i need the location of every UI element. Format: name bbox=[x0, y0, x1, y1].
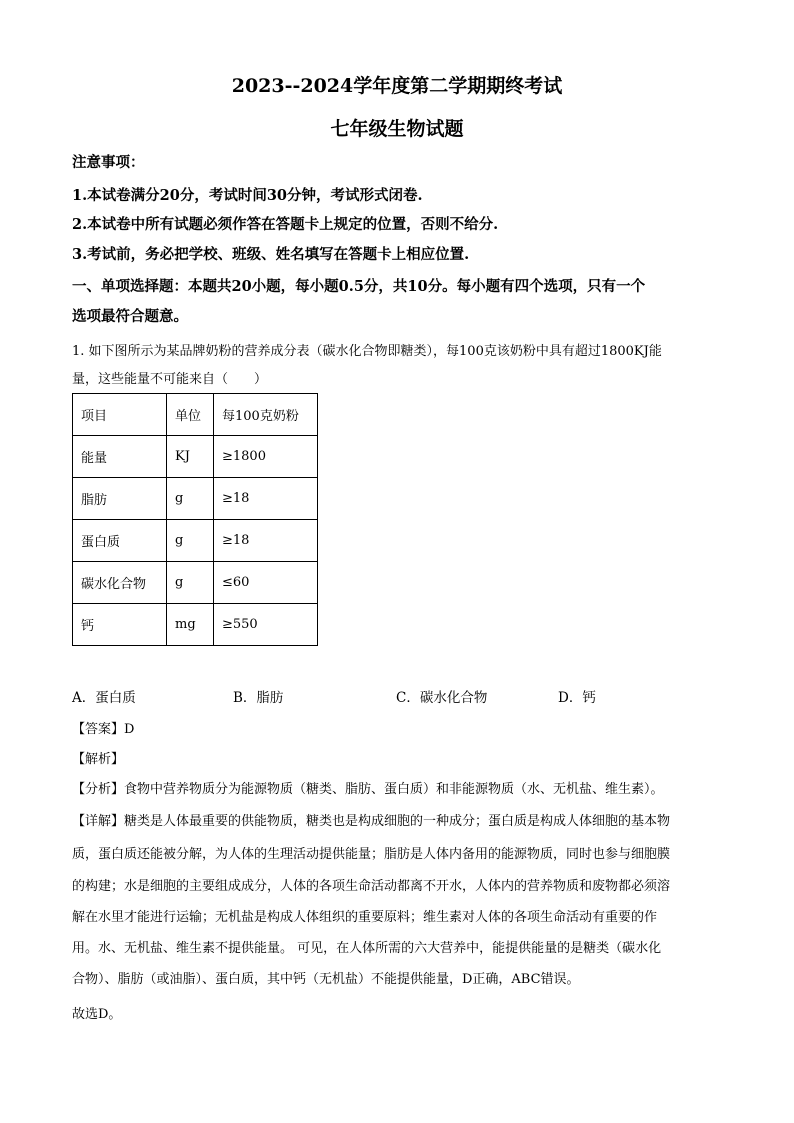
table-cell: g bbox=[167, 520, 214, 562]
table-cell: 钙 bbox=[73, 604, 167, 646]
table-row bbox=[73, 562, 318, 604]
table-header-cell: 单位 bbox=[167, 394, 214, 436]
conclusion-line: 故选D。 bbox=[72, 1007, 122, 1022]
table-cell: 蛋白质 bbox=[73, 520, 167, 562]
detail-line-5: 用。水、无机盐、维生素不提供能量。 可见，在人体所需的六大营养中，能提供能量的是糖类（碳水化 bbox=[72, 941, 662, 956]
table-cell: mg bbox=[167, 604, 214, 646]
answer-line: 【答案】D bbox=[72, 722, 135, 737]
notice-item-1: 1.本试卷满分20分，考试时间30分钟，考试形式闭卷. bbox=[72, 187, 423, 204]
table-row bbox=[73, 478, 318, 520]
table-cell: 能量 bbox=[73, 436, 167, 478]
exam-subtitle: 七年级生物试题 bbox=[330, 118, 464, 140]
notice-item-3: 3.考试前，务必把学校、班级、姓名填写在答题卡上相应位置. bbox=[72, 246, 470, 263]
exam-title: 2023--2024学年度第二学期期终考试 bbox=[231, 75, 563, 97]
notice-heading: 注意事项： bbox=[72, 154, 145, 171]
notice-item-2: 2.本试卷中所有试题必须作答在答题卡上规定的位置，否则不给分. bbox=[72, 216, 499, 233]
analysis-line: 【分析】食物中营养物质分为能源物质（糖类、脂肪、蛋白质）和非能源物质（水、无机盐、维生素）。 bbox=[72, 782, 664, 797]
section-heading-line2: 选项最符合题意。 bbox=[72, 308, 188, 325]
analysis-label: 【解析】 bbox=[72, 752, 125, 767]
table-cell: ≥18 bbox=[214, 478, 318, 520]
table-row bbox=[73, 604, 318, 646]
table-cell: ≤60 bbox=[214, 562, 318, 604]
table-cell: 脂肪 bbox=[73, 478, 167, 520]
detail-line-6: 合物）、脂肪（或油脂）、蛋白质，其中钙（无机盐）不能提供能量，D正确，ABC错误。 bbox=[72, 972, 580, 987]
detail-line-3: 的构建；水是细胞的主要组成成分，人体的各项生命活动都离不开水，人体内的营养物质和废物都必须溶 bbox=[72, 879, 671, 894]
table-cell: 碳水化合物 bbox=[73, 562, 167, 604]
table-header-cell: 每100克奶粉 bbox=[214, 394, 318, 436]
table-cell: ≥18 bbox=[214, 520, 318, 562]
table-row bbox=[73, 520, 318, 562]
option-a: A．蛋白质 bbox=[72, 690, 136, 706]
option-d: D．钙 bbox=[558, 690, 596, 706]
table-cell: g bbox=[167, 562, 214, 604]
option-c: C．碳水化合物 bbox=[396, 690, 488, 706]
detail-line-2: 质，蛋白质还能被分解，为人体的生理活动提供能量；脂肪是人体内备用的能源物质，同时也参与细胞膜 bbox=[72, 847, 671, 862]
detail-line-4: 解在水里才能进行运输；无机盐是构成人体组织的重要原料；维生素对人体的各项生命活动有重要的作 bbox=[72, 910, 658, 925]
table-cell: KJ bbox=[167, 436, 214, 478]
question-1-stem-line1: 1. 如下图所示为某品牌奶粉的营养成分表（碳水化合物即糖类），每100克该奶粉中具有超过1800KJ能 bbox=[72, 344, 662, 359]
table-cell: g bbox=[167, 478, 214, 520]
table-cell: ≥1800 bbox=[214, 436, 318, 478]
question-1-stem-line2: 量，这些能量不可能来自（ ） bbox=[72, 372, 268, 387]
detail-line-1: 【详解】糖类是人体最重要的供能物质，糖类也是构成细胞的一种成分；蛋白质是构成人体细胞的基本物 bbox=[72, 814, 671, 829]
option-b: B．脂肪 bbox=[233, 690, 284, 706]
nutrition-table bbox=[72, 393, 318, 646]
table-row bbox=[73, 436, 318, 478]
section-heading-line1: 一、单项选择题：本题共20小题，每小题0.5分，共10分。每小题有四个选项，只有一个 bbox=[72, 278, 646, 295]
table-header-cell: 项目 bbox=[73, 394, 167, 436]
table-cell: ≥550 bbox=[214, 604, 318, 646]
table-header-row bbox=[73, 394, 318, 436]
